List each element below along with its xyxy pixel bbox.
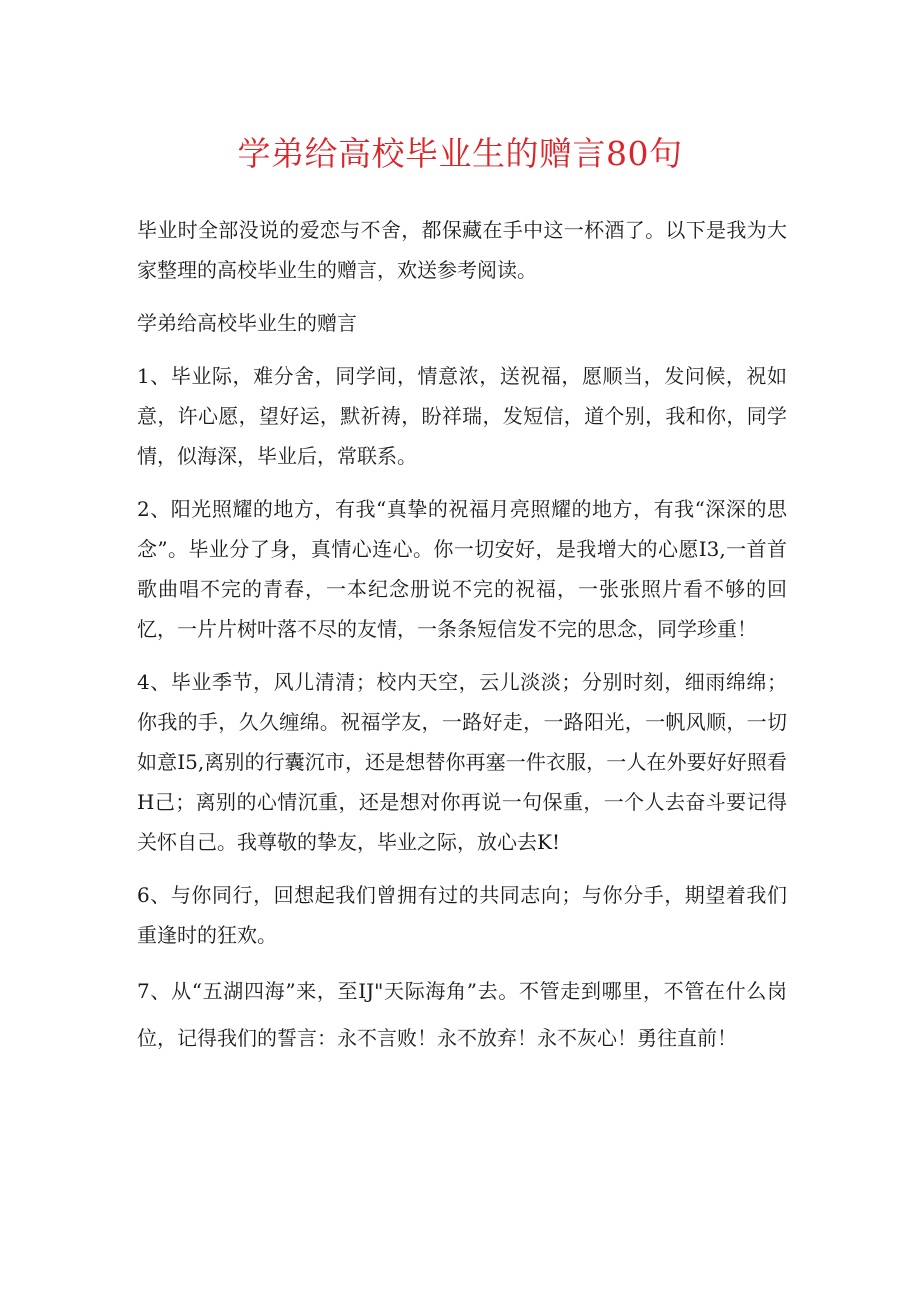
item-paragraph-7: 7、从“五湖四海”来，至IJ"天际海角”去。不管走到哪里，不管在什么岗位，记得我们的誓言：永不言败！永不放弃！永不灰心！勇往直前！ (137, 979, 787, 1050)
document-body (137, 210, 787, 1075)
item-paragraph-4: 4、毕业季节，风儿清清；校内天空，云儿淡淡；分别时刻，细雨绵绵；你我的手，久久缠绵。祝福学友，一路好走，一路阳光，一帆风顺，一切如意I5,离别的行囊沉市，还是想替你再塞一件衣服，一人在外要好好照看H己；离别的心情沉重，还是想对你再说一句保重，一个人去奋斗要记得关怀自己。我尊敬的挚友，毕业之际，放心去K! (137, 670, 787, 854)
item-paragraph-2: 2、阳光照耀的地方，有我“真挚的祝福月亮照耀的地方，有我“深深的思念”。毕业分了身，真情心连心。你一切安好，是我增大的心愿I3,一首首歌曲唱不完的青春，一本纪念册说不完的祝福，一张张照片看不够的回忆，一片片树叶落不尽的友情，一条条短信发不完的思念，同学珍重！ (137, 497, 787, 641)
item-paragraph-6: 6、与你同行，回想起我们曾拥有过的共同志向；与你分手，期望着我们重逢时的狂欢。 (137, 883, 787, 947)
intro-paragraph: 毕业时全部没说的爱恋与不舍，都保藏在手中这一杯酒了。以下是我为大家整理的高校毕业生的赠言，欢送参考阅读。 (137, 218, 787, 282)
document-title: 学弟给高校毕业生的赠言80句 (237, 134, 683, 173)
section-heading: 学弟给高校毕业生的赠言 (137, 311, 357, 335)
item-paragraph-1: 1、毕业际，难分舍，同学间，情意浓，送祝福，愿顺当，发问候，祝如意，许心愿，望好运，默祈祷，盼祥瑞，发短信，道个别，我和你，同学情，似海深，毕业后，常联系。 (137, 364, 787, 468)
